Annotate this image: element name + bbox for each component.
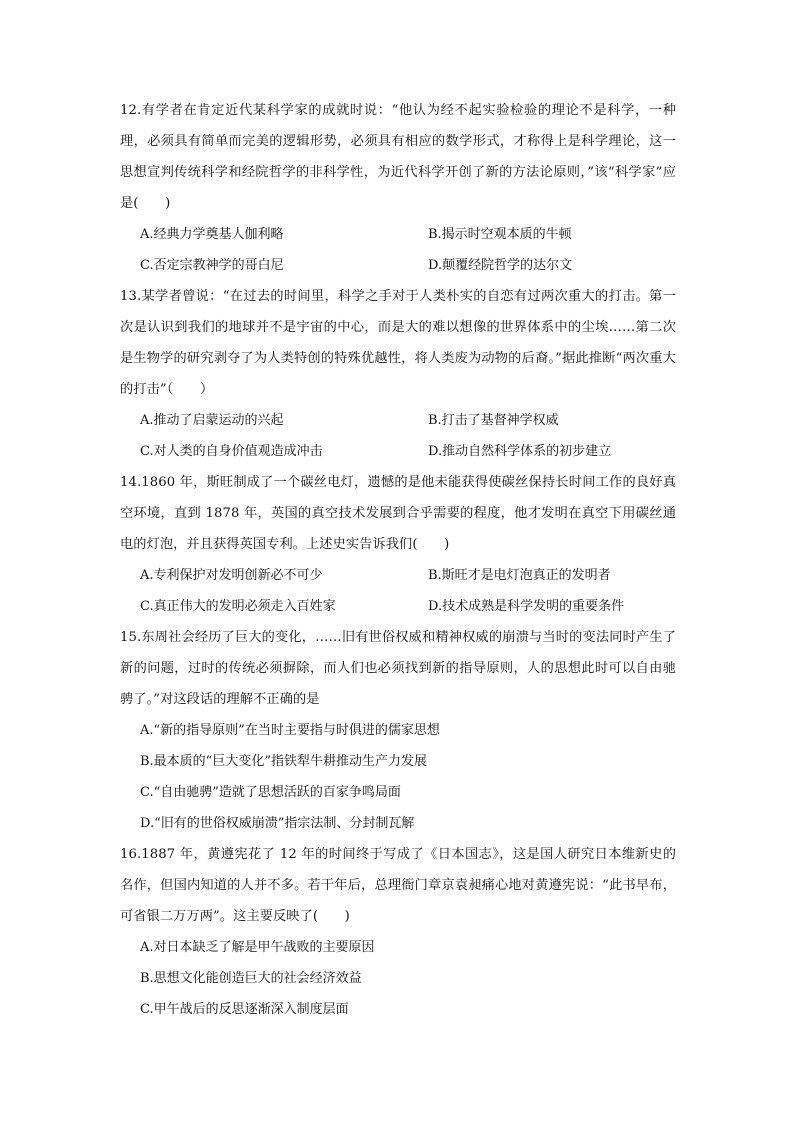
- question-list: [120, 95, 676, 1025]
- question-13-options: [120, 405, 676, 467]
- question-13: [120, 281, 676, 467]
- question-12: [120, 95, 676, 281]
- option-b[interactable]: B.最本质的“巨大变化”指铁犁牛耕推动生产力发展: [140, 754, 427, 769]
- option-a[interactable]: A.推动了启蒙运动的兴起: [140, 413, 284, 428]
- option-c[interactable]: C.“自由驰骋”造就了思想活跃的百家争鸣局面: [140, 785, 401, 800]
- option-a[interactable]: A.“新的指导原则”在当时主要指与时俱进的儒家思想: [140, 723, 440, 738]
- question-16: [120, 839, 676, 1025]
- question-12-stem: 12.有学者在肯定近代某科学家的成就时说：“他认为经不起实验检验的理论不是科学，一种理，必须具有简单而完美的逻辑形势，必须具有相应的数学形式，才称得上是科学理论，这一思想宣判传统科学和经院哲学的非科学性，为近代科学开创了新的方法论原则，”该“科学家”应是( ): [120, 103, 676, 211]
- question-16-options: [120, 932, 676, 1025]
- option-a[interactable]: A.经典力学奠基人伽利略: [140, 227, 284, 242]
- question-14-stem: 14.1860 年，斯旺制成了一个碳丝电灯，遗憾的是他未能获得使碳丝保持长时间工作的良好真空环境，直到 1878 年，英国的真空技术发展到合乎需要的程度，他才发明在真空下用碳丝通电的灯泡，并且获得英国专利。上述史实告诉我们( ): [120, 475, 676, 552]
- option-d[interactable]: D.技术成熟是科学发明的重要条件: [428, 599, 625, 614]
- question-15-stem: 15.东周社会经历了巨大的变化，……旧有世俗权威和精神权威的崩溃与当时的变法同时产生了新的问题，过时的传统必须摒除，而人们也必须找到新的指导原则，人的思想此时可以自由驰骋了。”对这段话的理解不正确的是: [120, 630, 676, 707]
- question-14-options: [120, 560, 676, 622]
- question-16-stem: 16.1887 年，黄遵宪花了 12 年的时间终于写成了《日本国志》，这是国人研究日本维新史的名作，但国内知道的人并不多。若干年后，总理衙门章京袁昶痛心地对黄遵宪说：“此书早布，可省银二万万两”。这主要反映了( ): [120, 847, 676, 924]
- option-b[interactable]: B.打击了基督神学权威: [428, 413, 559, 428]
- option-b[interactable]: B.斯旺才是电灯泡真正的发明者: [428, 568, 611, 583]
- option-d[interactable]: D.“旧有的世俗权威崩溃”指宗法制、分封制瓦解: [140, 816, 415, 831]
- option-c[interactable]: C.否定宗教神学的哥白尼: [140, 258, 284, 273]
- option-b[interactable]: B.思想文化能创造巨大的社会经济效益: [140, 971, 362, 986]
- option-d[interactable]: D.推动自然科学体系的初步建立: [428, 444, 612, 459]
- option-c[interactable]: C.对人类的自身价值观造成冲击: [140, 444, 323, 459]
- question-13-stem: 13.某学者曾说：“在过去的时间里，科学之手对于人类朴实的自恋有过两次重大的打击。第一次是认识到我们的地球并不是宇宙的中心，而是大的难以想像的世界体系中的尘埃……第二次是生物学的研究剥夺了为人类特创的特殊优越性，将人类废为动物的后裔。”据此推断“两次重大的打击”（ ）: [120, 289, 676, 397]
- question-12-options: [120, 219, 676, 281]
- option-b[interactable]: B.揭示时空观本质的牛顿: [428, 227, 572, 242]
- option-d[interactable]: D.颠覆经院哲学的达尔文: [428, 258, 573, 273]
- option-c[interactable]: C.甲午战后的反思逐渐深入制度层面: [140, 1002, 349, 1017]
- question-14: [120, 467, 676, 622]
- option-c[interactable]: C.真正伟大的发明必须走入百姓家: [140, 599, 336, 614]
- question-15: [120, 622, 676, 839]
- option-a[interactable]: A.专利保护对发明创新必不可少: [140, 568, 323, 583]
- question-15-options: [120, 715, 676, 839]
- option-a[interactable]: A.对日本缺乏了解是甲午战败的主要原因: [140, 940, 375, 955]
